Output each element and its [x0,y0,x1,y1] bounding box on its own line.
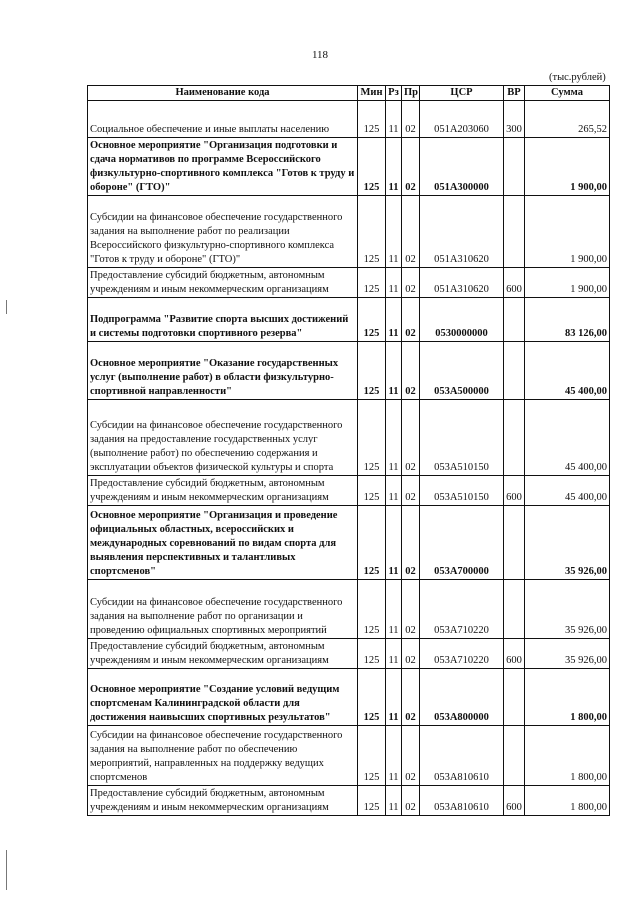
row-sum: 45 400,00 [525,476,610,506]
row-vr: 600 [504,268,525,298]
row-pr: 02 [402,268,420,298]
row-csr: 053А810610 [420,726,504,786]
row-min: 125 [358,342,386,400]
table-row [88,268,610,298]
row-pr: 02 [402,580,420,639]
row-rz: 11 [386,506,402,580]
table-row [88,476,610,506]
row-min: 125 [358,726,386,786]
row-csr: 051А310620 [420,268,504,298]
row-csr: 053А800000 [420,669,504,726]
table-row [88,669,610,726]
row-csr: 053А810610 [420,786,504,816]
table-row [88,196,610,268]
row-rz: 11 [386,476,402,506]
row-min: 125 [358,476,386,506]
row-sum: 1 800,00 [525,726,610,786]
row-vr: 600 [504,786,525,816]
row-min: 125 [358,669,386,726]
row-pr: 02 [402,400,420,476]
margin-mark [6,300,7,314]
row-csr: 053А710220 [420,639,504,669]
header-name: Наименование кода [88,86,358,101]
row-csr: 053А510150 [420,400,504,476]
row-vr [504,138,525,196]
row-min: 125 [358,298,386,342]
row-min: 125 [358,786,386,816]
header-pr: Пр [402,86,420,101]
row-name: Предоставление субсидий бюджетным, автономным учреждениям и иным некоммерческим организациям [88,268,358,298]
row-sum: 35 926,00 [525,506,610,580]
row-rz: 11 [386,268,402,298]
row-csr: 053А500000 [420,342,504,400]
table-row [88,101,610,138]
row-csr: 051А203060 [420,101,504,138]
row-sum: 35 926,00 [525,639,610,669]
table-row [88,786,610,816]
row-pr: 02 [402,101,420,138]
row-sum: 1 800,00 [525,669,610,726]
row-vr [504,506,525,580]
row-name: Основное мероприятие "Создание условий ведущим спортсменам Калининградской области для достижения наивысших спортивных результатов" [88,669,358,726]
table-row [88,400,610,476]
row-sum: 265,52 [525,101,610,138]
row-name: Подпрограмма "Развитие спорта высших достижений и системы подготовки спортивного резерва" [88,298,358,342]
row-pr: 02 [402,726,420,786]
row-csr: 053А510150 [420,476,504,506]
row-sum: 1 900,00 [525,268,610,298]
header-sum: Сумма [525,86,610,101]
row-vr [504,400,525,476]
row-rz: 11 [386,101,402,138]
row-rz: 11 [386,669,402,726]
row-vr [504,298,525,342]
row-name: Субсидии на финансовое обеспечение государственного задания на предоставление государственных услуг (выполнение работ) по обеспечению содержания и эксплуатации объектов физической культуры и спорта [88,400,358,476]
budget-table [87,85,610,816]
row-rz: 11 [386,786,402,816]
row-sum: 45 400,00 [525,400,610,476]
row-vr: 300 [504,101,525,138]
page-number: 118 [311,49,329,61]
unit-label: (тыс.рублей) [549,72,606,83]
row-sum: 1 800,00 [525,786,610,816]
row-csr: 053А700000 [420,506,504,580]
table-row [88,639,610,669]
row-name: Предоставление субсидий бюджетным, автономным учреждениям и иным некоммерческим организациям [88,476,358,506]
row-name: Социальное обеспечение и иные выплаты населению [88,101,358,138]
row-vr [504,342,525,400]
header-min: Мин [358,86,386,101]
row-vr [504,580,525,639]
row-sum: 45 400,00 [525,342,610,400]
margin-mark [6,850,7,890]
header-vr: ВР [504,86,525,101]
row-name: Основное мероприятие "Организация и проведение официальных областных, всероссийских и международных соревнований по видам спорта для выявления перспективных и талантливых спортсменов" [88,506,358,580]
row-vr [504,669,525,726]
row-name: Предоставление субсидий бюджетным, автономным учреждениям и иным некоммерческим организациям [88,786,358,816]
row-min: 125 [358,580,386,639]
row-min: 125 [358,400,386,476]
row-pr: 02 [402,786,420,816]
table-row [88,726,610,786]
row-min: 125 [358,196,386,268]
header-csr: ЦСР [420,86,504,101]
row-name: Предоставление субсидий бюджетным, автономным учреждениям и иным некоммерческим организациям [88,639,358,669]
row-min: 125 [358,101,386,138]
table-header-row [88,86,610,101]
row-name: Субсидии на финансовое обеспечение государственного задания на выполнение работ по обеспечению мероприятий, направленных на поддержку ведущих спортсменов [88,726,358,786]
row-vr [504,726,525,786]
row-rz: 11 [386,138,402,196]
table-row [88,342,610,400]
row-pr: 02 [402,196,420,268]
row-pr: 02 [402,639,420,669]
row-rz: 11 [386,298,402,342]
row-vr: 600 [504,639,525,669]
row-min: 125 [358,268,386,298]
row-name: Субсидии на финансовое обеспечение государственного задания на выполнение работ по организации и проведению официальных спортивных мероприятий [88,580,358,639]
row-pr: 02 [402,342,420,400]
row-rz: 11 [386,726,402,786]
table-row [88,138,610,196]
row-min: 125 [358,506,386,580]
row-pr: 02 [402,669,420,726]
row-csr: 0530000000 [420,298,504,342]
row-rz: 11 [386,580,402,639]
row-rz: 11 [386,639,402,669]
table-row [88,298,610,342]
row-csr: 051А300000 [420,138,504,196]
row-rz: 11 [386,400,402,476]
row-name: Основное мероприятие "Организация подготовки и сдача нормативов по программе Всероссийского физкультурно-спортивного комплекса "Готов к труду и обороне" (ГТО)" [88,138,358,196]
row-sum: 83 126,00 [525,298,610,342]
table-row [88,580,610,639]
row-min: 125 [358,639,386,669]
row-rz: 11 [386,196,402,268]
table-row [88,506,610,580]
row-rz: 11 [386,342,402,400]
row-csr: 053А710220 [420,580,504,639]
row-sum: 1 900,00 [525,138,610,196]
row-vr: 600 [504,476,525,506]
row-pr: 02 [402,298,420,342]
row-csr: 051А310620 [420,196,504,268]
row-sum: 35 926,00 [525,580,610,639]
row-name: Субсидии на финансовое обеспечение государственного задания на выполнение работ по реализации Всероссийского физкультурно-спортивного комплекса "Готов к труду и обороне" (ГТО)" [88,196,358,268]
header-rz: Рз [386,86,402,101]
row-min: 125 [358,138,386,196]
row-pr: 02 [402,476,420,506]
row-name: Основное мероприятие "Оказание государственных услуг (выполнение работ) в области физкультурно-спортивной направленности" [88,342,358,400]
row-pr: 02 [402,506,420,580]
row-sum: 1 900,00 [525,196,610,268]
row-vr [504,196,525,268]
row-pr: 02 [402,138,420,196]
